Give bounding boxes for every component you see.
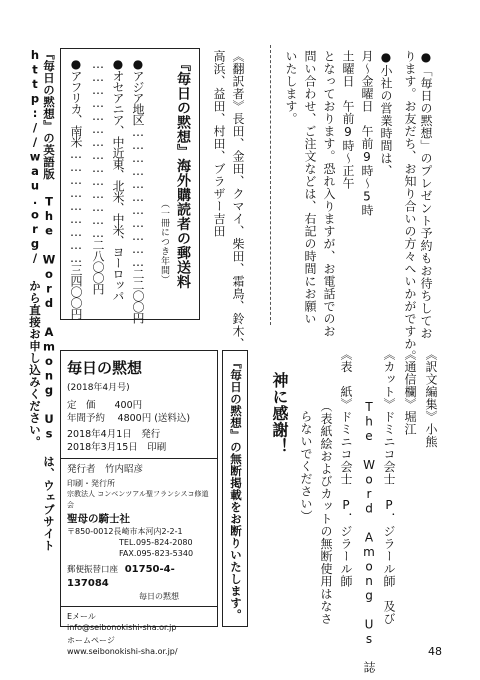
colophon-date-printed: 2018年3月15日 印刷	[67, 442, 167, 453]
dashed-divider	[270, 45, 271, 325]
overseas-postage-box	[60, 48, 200, 323]
thanks-text: 神に感謝！	[270, 372, 289, 455]
credit-newsletter: 《通信欄》堀江	[403, 348, 417, 436]
colophon-date-published: 2018年4月1日 発行	[67, 429, 161, 440]
hours-note-1: となっております。恐れ入りますが、お電話でのお	[322, 50, 336, 338]
hours-note-3: いたします。	[284, 50, 298, 125]
colophon-fax: FAX.095-823-5340	[119, 549, 194, 558]
overseas-note: （一冊につき年間）	[159, 199, 169, 285]
colophon-postal-name: 毎日の黙想	[139, 592, 179, 601]
credit-cut: 《カット》ドミニコ会士 P．ジラール師 及び	[382, 348, 396, 625]
credit-cover-note-1: （表紙絵およびカットの無断使用はなさ	[319, 400, 333, 625]
translators-line-2: 高浜、益田、村田、ブラザー吉田	[212, 50, 226, 238]
overseas-asia: ●アジア地区……………………………二二〇〇円	[131, 57, 145, 323]
no-reprint-box	[222, 350, 248, 627]
colophon-email-label: Eメール	[67, 612, 96, 621]
colophon-annual: 年間予約 4800円 (送料込)	[67, 413, 191, 424]
notice-gift-cont: ります。お友だち、お知り合いの方々へいかがですか。	[403, 50, 417, 363]
credit-editing: 《訳文編集》小熊	[424, 348, 438, 448]
colophon-box	[60, 350, 218, 656]
credit-cut-source: The Word Among Us 誌	[362, 400, 376, 674]
colophon-issue: (2018年4月号)	[67, 383, 130, 393]
colophon-divider	[61, 458, 217, 459]
hours-note-2: 問い合わせ、ご注文などは、右記の時間にお願い	[303, 50, 317, 325]
overseas-africa: ●アフリカ、南米………………………三四〇〇円	[69, 57, 83, 319]
colophon-homepage-label: ホームページ	[67, 636, 115, 645]
colophon-email[interactable]: info@seibonokishi-sha.or.jp	[67, 623, 177, 632]
colophon-price: 定 価 400円	[67, 400, 143, 411]
colophon-publisher: 発行者 竹内昭彦	[67, 464, 144, 475]
notice-hours: ●小社の営業時間は、	[379, 50, 393, 177]
colophon-title: 毎日の黙想	[67, 359, 143, 377]
colophon-divider-2	[61, 606, 217, 607]
credit-cover-note-2: らないでください）	[299, 410, 313, 523]
overseas-title: 『毎日の黙想』海外購読者の郵送料	[175, 57, 191, 289]
overseas-oceania: ●オセアニア、中近東、北米、中米、ヨーロッパ	[111, 57, 125, 301]
colophon-postal-label: 郵便振替口座	[67, 565, 119, 575]
colophon-postal-number: 01750-4-137084	[67, 564, 175, 589]
hours-saturday: 土曜日 午前9時～正午	[341, 50, 355, 190]
colophon-address: 〒850-0012長崎市本河内2-2-1	[67, 527, 183, 536]
colophon-postal	[67, 563, 212, 591]
page-number: 48	[428, 645, 442, 658]
english-edition-note: 『毎日の黙想』の英語版 The Word Among Us は、ウェブサイト http://wau.org/ から直接お申し込みください。	[28, 48, 56, 552]
credit-cover: 《表 紙》ドミニコ会士 P．ジラール師	[339, 348, 353, 588]
colophon-org: 宗教法人 コンベンツアル聖フランシスコ修道会	[67, 490, 209, 509]
no-reprint-text: 『毎日の黙想』の無断掲載をお断りいたします。	[229, 357, 243, 621]
translators-line-1: 《翻訳者》長田、金田、クマイ、柴田、霜鳥、鈴木、	[231, 50, 245, 350]
colophon-tel: TEL.095-824-2080	[119, 538, 193, 547]
hours-weekday: 月～金曜日 午前9時～5時	[360, 50, 374, 217]
overseas-oceania-price: ……………………………………二八〇〇円	[91, 57, 105, 294]
colophon-homepage[interactable]: www.seibonokishi-sha.or.jp/	[67, 647, 178, 656]
notice-gift: ●「毎日の黙想」のプレゼント予約もお待ちしてお	[419, 50, 433, 340]
colophon-printer-label: 印刷・発行所	[67, 479, 115, 488]
colophon-company: 聖母の騎士社	[67, 513, 130, 525]
